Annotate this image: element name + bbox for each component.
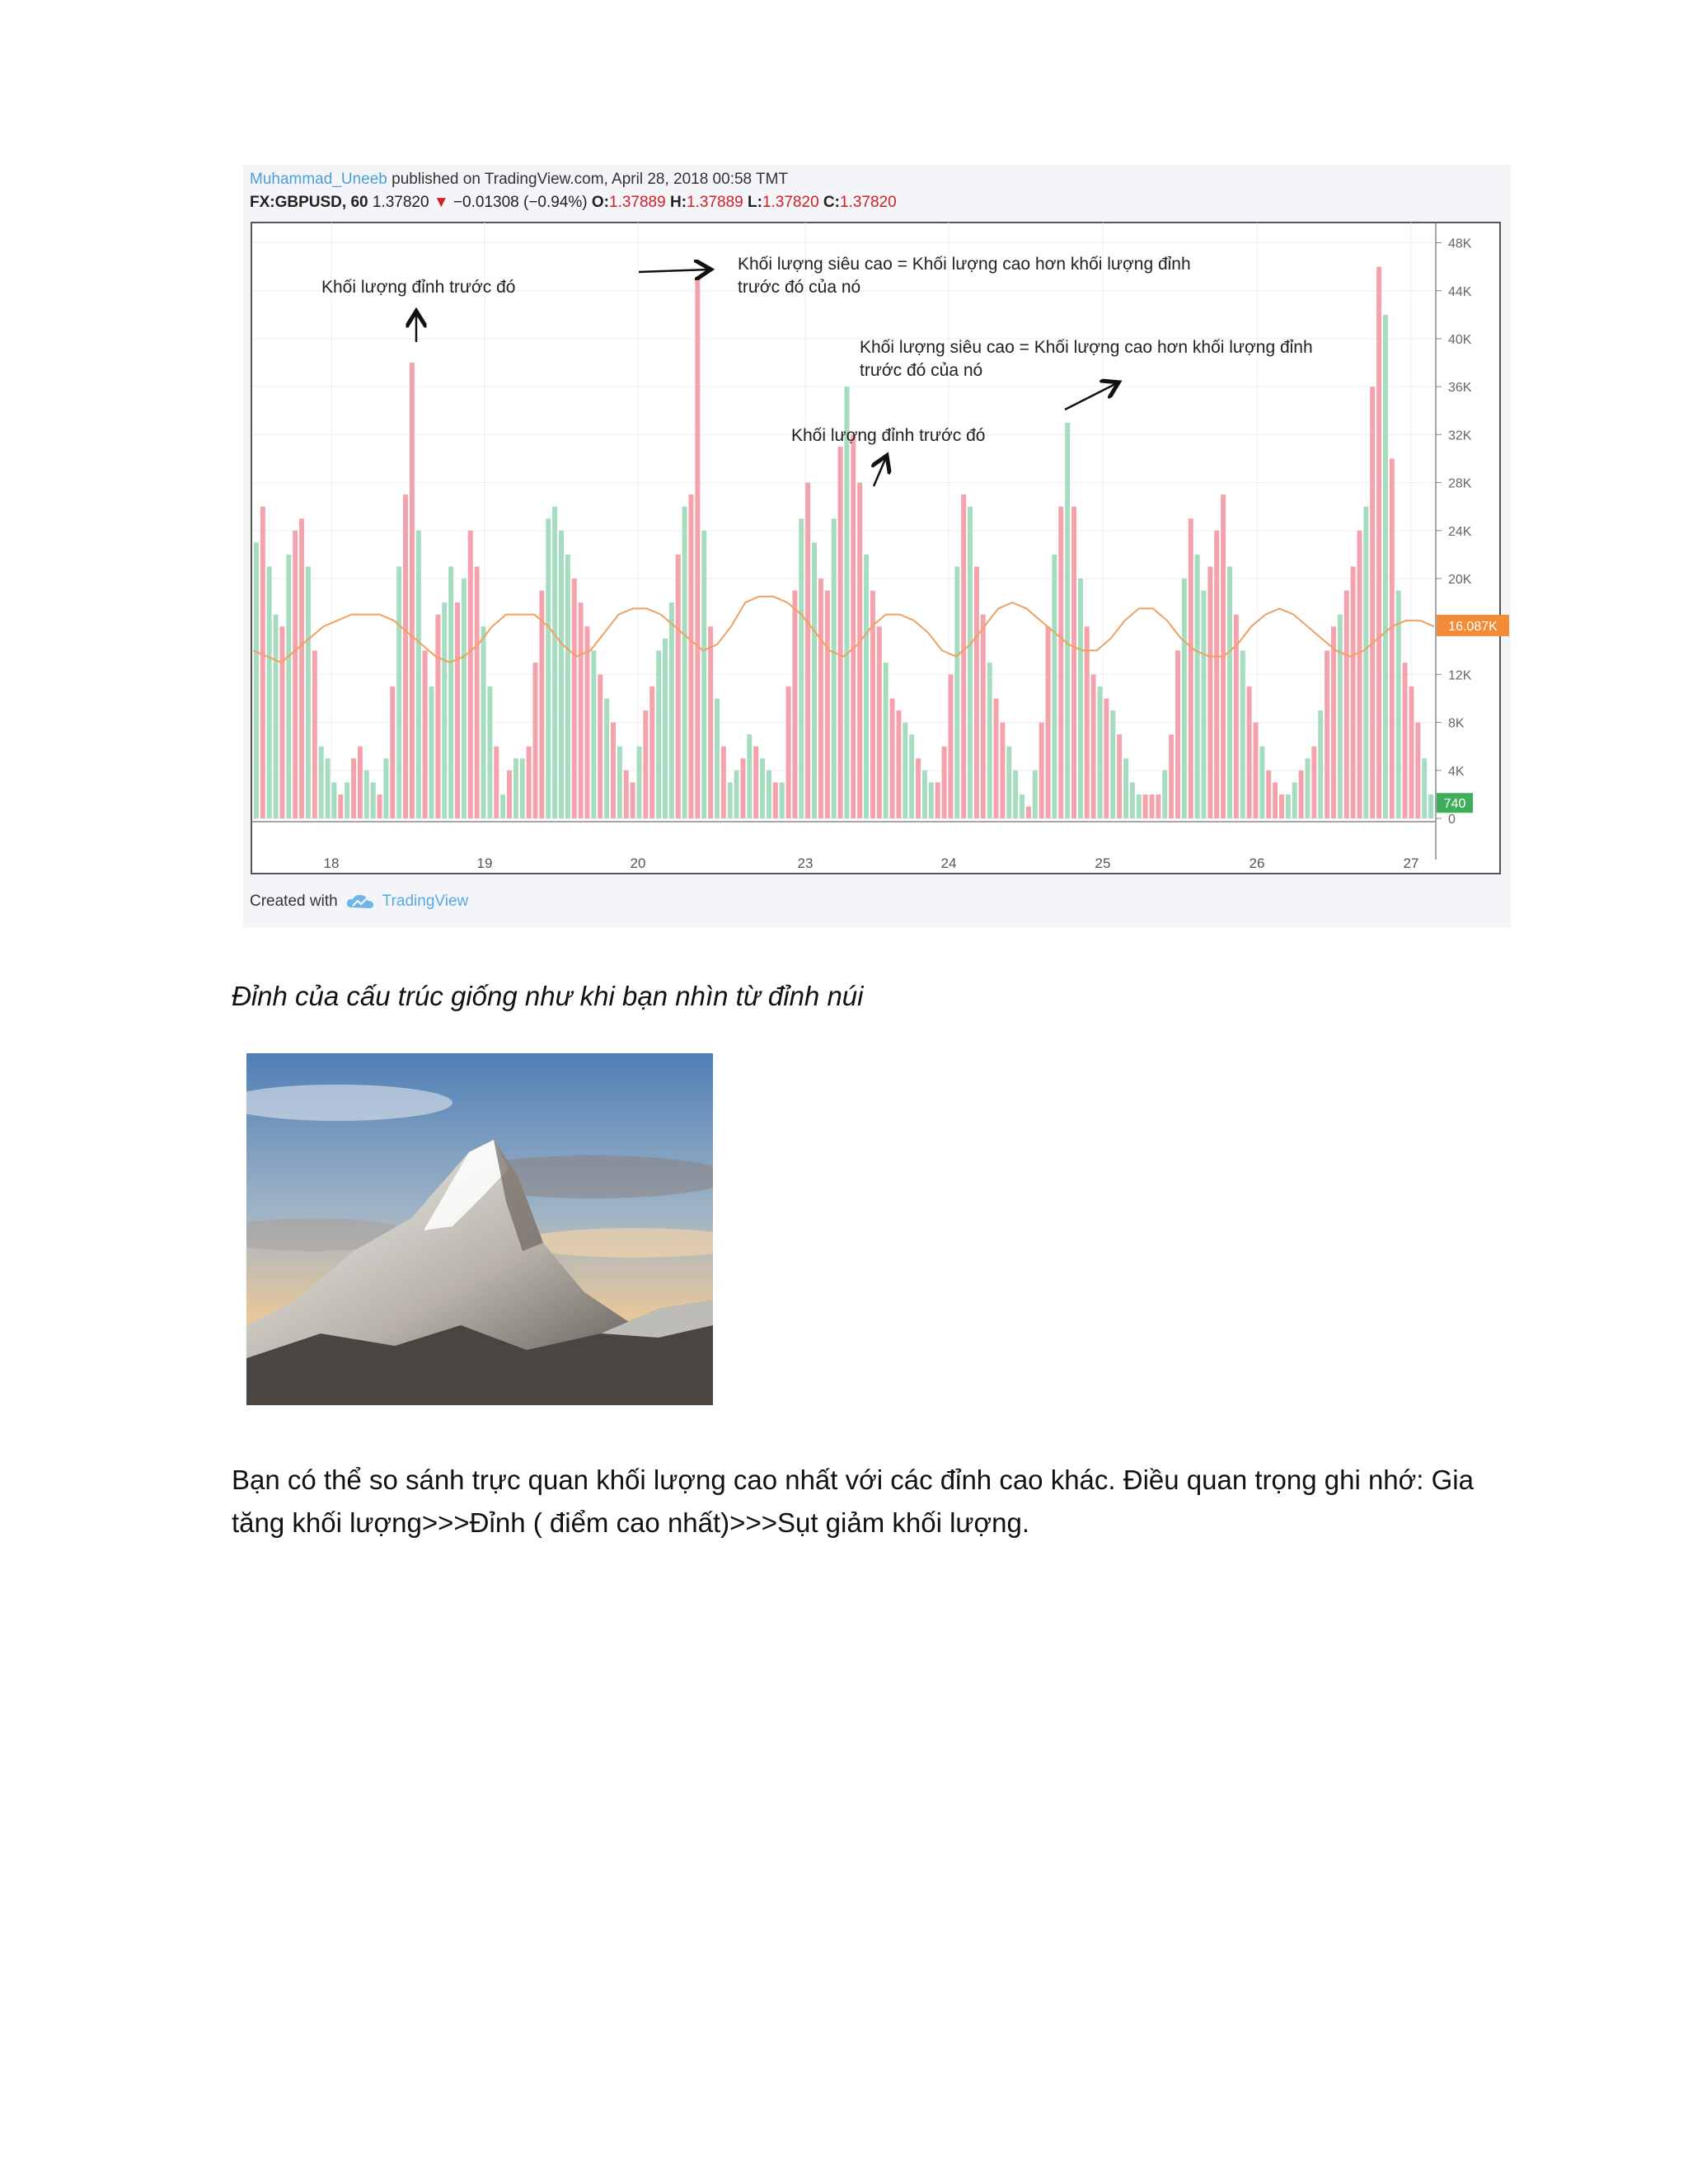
volume-bar: [909, 734, 914, 818]
volume-bar: [631, 782, 635, 818]
volume-bar: [579, 602, 584, 818]
volume-bar: [1266, 771, 1271, 818]
volume-bar: [1247, 687, 1252, 818]
volume-bar: [565, 555, 570, 818]
volume-bar: [1403, 663, 1408, 818]
created-with-label: Created with: [250, 893, 338, 910]
volume-bar: [1376, 267, 1381, 818]
volume-bar: [728, 782, 733, 818]
volume-bar: [462, 579, 467, 818]
volume-bar: [1182, 579, 1187, 818]
volume-bar: [884, 663, 889, 818]
volume-bar: [1357, 531, 1362, 818]
volume-bar: [624, 771, 629, 818]
volume-bar: [1091, 674, 1096, 818]
volume-bar: [1311, 747, 1316, 818]
volume-bar: [818, 579, 823, 818]
volume-bar: [1286, 794, 1291, 818]
volume-bar: [1299, 771, 1304, 818]
open-label: O:: [591, 194, 610, 211]
volume-bar: [572, 579, 577, 818]
volume-bar: [494, 747, 499, 818]
volume-bar: [1422, 758, 1427, 818]
volume-bar: [961, 494, 966, 818]
volume-bar: [455, 602, 460, 818]
volume-bar: [396, 566, 401, 818]
volume-bar: [1338, 615, 1343, 818]
volume-bar: [351, 758, 356, 818]
volume-bar: [954, 566, 959, 818]
tradingview-brand[interactable]: TradingView: [382, 893, 469, 910]
volume-bar: [1305, 758, 1310, 818]
volume-bar: [948, 674, 953, 818]
volume-bar: [1415, 723, 1420, 818]
y-tick-label: 4K: [1448, 764, 1465, 779]
volume-bar: [864, 555, 869, 818]
volume-bar: [981, 615, 986, 818]
x-tick-label: 18: [323, 855, 340, 871]
volume-bar: [1169, 734, 1174, 818]
publish-info: published on TradingView.com, April 28, 2018 00:58 TMT: [387, 171, 789, 188]
volume-bar: [358, 747, 363, 818]
volume-bar: [636, 747, 641, 818]
volume-bar: [649, 687, 654, 818]
volume-bar: [1000, 723, 1005, 818]
ma-value-text: 16.087K: [1448, 619, 1498, 634]
volume-bar: [312, 650, 317, 818]
volume-bar: [611, 723, 616, 818]
volume-bar: [1013, 771, 1018, 818]
volume-bar: [1227, 566, 1232, 818]
volume-bar: [721, 747, 726, 818]
volume-bar: [299, 518, 304, 818]
volume-bar: [747, 734, 752, 818]
y-tick-label: 0: [1448, 813, 1456, 827]
annotation-text: Khối lượng siêu cao = Khối lượng cao hơn khối lượng đỉnh: [860, 338, 1313, 357]
close-value: 1.37820: [839, 194, 897, 211]
volume-bar: [1279, 794, 1284, 818]
volume-bar: [760, 758, 765, 818]
volume-bar: [448, 566, 453, 818]
volume-bar: [1259, 747, 1264, 818]
volume-bar: [1137, 794, 1142, 818]
volume-bar: [734, 771, 739, 818]
volume-bar: [1117, 734, 1122, 818]
volume-bar: [688, 494, 693, 818]
volume-bar: [1318, 710, 1323, 818]
volume-bar: [591, 650, 596, 818]
volume-bar: [663, 639, 668, 818]
high-label: H:: [669, 194, 687, 211]
volume-bar: [481, 626, 486, 818]
volume-bar: [656, 650, 661, 818]
volume-bar: [968, 507, 973, 818]
y-tick-label: 32K: [1448, 429, 1472, 443]
volume-bar: [805, 483, 810, 818]
volume-bar: [1065, 423, 1070, 818]
volume-bar: [1020, 794, 1025, 818]
volume-bar: [851, 434, 856, 818]
volume-bar: [1195, 555, 1200, 818]
volume-bar: [676, 555, 681, 818]
annotation-text: Khối lượng đỉnh trước đó: [791, 426, 986, 445]
volume-bar: [1409, 687, 1414, 818]
y-tick-label: 40K: [1448, 332, 1472, 347]
y-tick-label: 44K: [1448, 284, 1472, 299]
volume-bar: [1156, 794, 1160, 818]
price-change: −0.01308 (−0.94%): [452, 194, 588, 211]
volume-bar: [1052, 555, 1057, 818]
volume-bar: [1207, 566, 1212, 818]
volume-bar: [345, 782, 349, 818]
down-arrow-icon: ▼: [433, 194, 449, 211]
volume-bar: [838, 447, 843, 818]
volume-bar: [468, 531, 473, 818]
close-label: C:: [823, 194, 840, 211]
volume-bar: [1033, 771, 1038, 818]
volume-bar: [546, 518, 551, 818]
volume-bar: [1331, 626, 1336, 818]
volume-bar: [377, 794, 382, 818]
volume-bar: [857, 483, 862, 818]
volume-bar: [1110, 710, 1115, 818]
volume-bar: [416, 531, 421, 818]
volume-bar: [279, 626, 284, 818]
last-volume-text: 740: [1443, 797, 1466, 812]
symbol-label: FX:GBPUSD, 60: [250, 194, 368, 211]
y-tick-label: 24K: [1448, 524, 1472, 539]
low-value: 1.37820: [762, 194, 819, 211]
volume-bar: [1078, 579, 1083, 818]
volume-bar: [1189, 518, 1193, 818]
volume-bar: [1325, 650, 1329, 818]
volume-bar: [695, 279, 700, 818]
volume-bar: [254, 542, 259, 818]
volume-bar: [812, 542, 817, 818]
volume-bar: [896, 710, 901, 818]
low-label: L:: [748, 194, 762, 211]
volume-bar: [286, 555, 291, 818]
volume-bar: [1046, 626, 1051, 818]
volume-bar: [423, 650, 428, 818]
volume-bar: [753, 747, 758, 818]
y-tick-label: 12K: [1448, 668, 1472, 683]
volume-bar: [487, 687, 492, 818]
figure-caption: Đỉnh của cấu trúc giống như khi bạn nhìn từ đỉnh núi: [232, 981, 864, 1011]
volume-bar: [383, 758, 388, 818]
mountain-peak-photo: [246, 1053, 713, 1405]
volume-bar: [942, 747, 947, 818]
volume-bar: [1390, 458, 1395, 818]
volume-bar: [513, 758, 518, 818]
volume-bar: [1370, 387, 1375, 818]
volume-bar: [1104, 698, 1109, 818]
volume-bar: [552, 507, 557, 818]
volume-bar: [701, 531, 706, 818]
volume-bar: [1039, 723, 1044, 818]
volume-bar: [507, 771, 512, 818]
volume-bar: [994, 698, 999, 818]
volume-bar: [780, 782, 785, 818]
volume-bar: [669, 602, 674, 818]
volume-bar: [1085, 626, 1090, 818]
volume-bar: [1383, 315, 1388, 818]
x-tick-label: 19: [476, 855, 493, 871]
volume-bar: [533, 663, 538, 818]
y-tick-label: 8K: [1448, 716, 1465, 731]
volume-bar: [1175, 650, 1180, 818]
volume-bar: [1351, 566, 1356, 818]
volume-bar: [643, 710, 648, 818]
volume-bar: [293, 531, 298, 818]
volume-chart: [243, 210, 1511, 886]
volume-bar: [475, 566, 480, 818]
paragraph-line-2: tăng khối lượng>>>Đỉnh ( điểm cao nhất)>>>Sụt giảm khối lượng.: [232, 1507, 1030, 1538]
volume-bar: [916, 758, 921, 818]
volume-bar: [326, 758, 331, 818]
volume-bar: [877, 626, 882, 818]
volume-bar: [1123, 758, 1128, 818]
high-value: 1.37889: [687, 194, 743, 211]
annotation-text: Khối lượng siêu cao = Khối lượng cao hơn khối lượng đỉnh: [738, 255, 1191, 274]
volume-bar: [1292, 782, 1297, 818]
author-link[interactable]: Muhammad_Uneeb: [250, 171, 387, 188]
volume-bar: [740, 758, 745, 818]
body-paragraph: [232, 1459, 1517, 1544]
x-tick-label: 27: [1403, 855, 1419, 871]
volume-bar: [786, 687, 791, 818]
volume-bar: [584, 626, 589, 818]
volume-bar: [922, 771, 927, 818]
volume-bar: [500, 794, 505, 818]
volume-bar: [767, 771, 771, 818]
volume-bar: [617, 747, 622, 818]
annotation-text: Khối lượng đỉnh trước đó: [321, 278, 516, 297]
volume-bar: [773, 782, 778, 818]
volume-bar: [429, 687, 434, 818]
x-tick-label: 24: [940, 855, 957, 871]
volume-bar: [1006, 747, 1011, 818]
volume-bar: [1098, 687, 1103, 818]
volume-bar: [1344, 591, 1349, 818]
volume-bar: [792, 591, 797, 818]
chart-footer: [250, 893, 468, 911]
volume-bar: [403, 494, 408, 818]
open-value: 1.37889: [609, 194, 666, 211]
volume-bar: [319, 747, 324, 818]
volume-bar: [598, 674, 603, 818]
volume-bar: [1363, 507, 1368, 818]
volume-bar: [974, 566, 979, 818]
volume-bar: [1428, 794, 1433, 818]
volume-bar: [1253, 723, 1258, 818]
volume-bar: [929, 782, 934, 818]
chart-ohlc-line: [250, 194, 897, 212]
volume-bar: [844, 387, 849, 818]
volume-bar: [267, 566, 272, 818]
x-tick-label: 25: [1095, 855, 1111, 871]
volume-bar: [832, 518, 837, 818]
volume-bar: [306, 566, 311, 818]
volume-bar: [715, 698, 720, 818]
volume-bar: [410, 363, 415, 818]
volume-bar: [539, 591, 544, 818]
annotation-text: trước đó của nó: [738, 278, 861, 297]
volume-bar: [1201, 591, 1206, 818]
tradingview-cloud-icon: [345, 893, 376, 911]
volume-bar: [260, 507, 265, 818]
volume-bar: [274, 615, 279, 818]
volume-bar: [1273, 782, 1278, 818]
volume-bar: [1214, 531, 1219, 818]
volume-bar: [987, 663, 992, 818]
volume-bar: [1240, 650, 1245, 818]
volume-bar: [1150, 794, 1155, 818]
volume-bar: [527, 747, 532, 818]
volume-bar: [890, 698, 895, 818]
y-tick-label: 48K: [1448, 237, 1472, 251]
volume-bar: [799, 518, 804, 818]
volume-bar: [1162, 771, 1167, 818]
x-tick-label: 20: [630, 855, 646, 871]
y-tick-label: 20K: [1448, 572, 1472, 587]
volume-bar: [1058, 507, 1063, 818]
volume-bar: [903, 723, 907, 818]
volume-bar: [559, 531, 564, 818]
volume-bar: [331, 782, 336, 818]
y-tick-label: 36K: [1448, 381, 1472, 396]
x-tick-label: 23: [797, 855, 814, 871]
volume-bar: [442, 602, 447, 818]
volume-bar: [390, 687, 395, 818]
volume-bar: [682, 507, 687, 818]
volume-bar: [364, 771, 369, 818]
x-tick-label: 26: [1249, 855, 1265, 871]
volume-bar: [371, 782, 376, 818]
volume-bar: [1130, 782, 1135, 818]
volume-bar: [708, 626, 713, 818]
volume-bar: [338, 794, 343, 818]
annotation-text: trước đó của nó: [860, 361, 983, 380]
volume-bar: [520, 758, 525, 818]
volume-bar: [604, 698, 609, 818]
last-price: 1.37820: [372, 194, 429, 211]
y-tick-label: 28K: [1448, 476, 1472, 491]
volume-bar: [825, 591, 830, 818]
volume-bar: [935, 782, 940, 818]
volume-bar: [1143, 794, 1148, 818]
paragraph-line-1: Bạn có thể so sánh trực quan khối lượng cao nhất với các đỉnh cao khác. Điều quan trọng ghi nhớ: Gia: [232, 1465, 1474, 1495]
volume-bar: [435, 615, 440, 818]
volume-bar: [1026, 806, 1031, 818]
volume-bar: [1071, 507, 1076, 818]
chart-publish-line: [250, 171, 788, 189]
